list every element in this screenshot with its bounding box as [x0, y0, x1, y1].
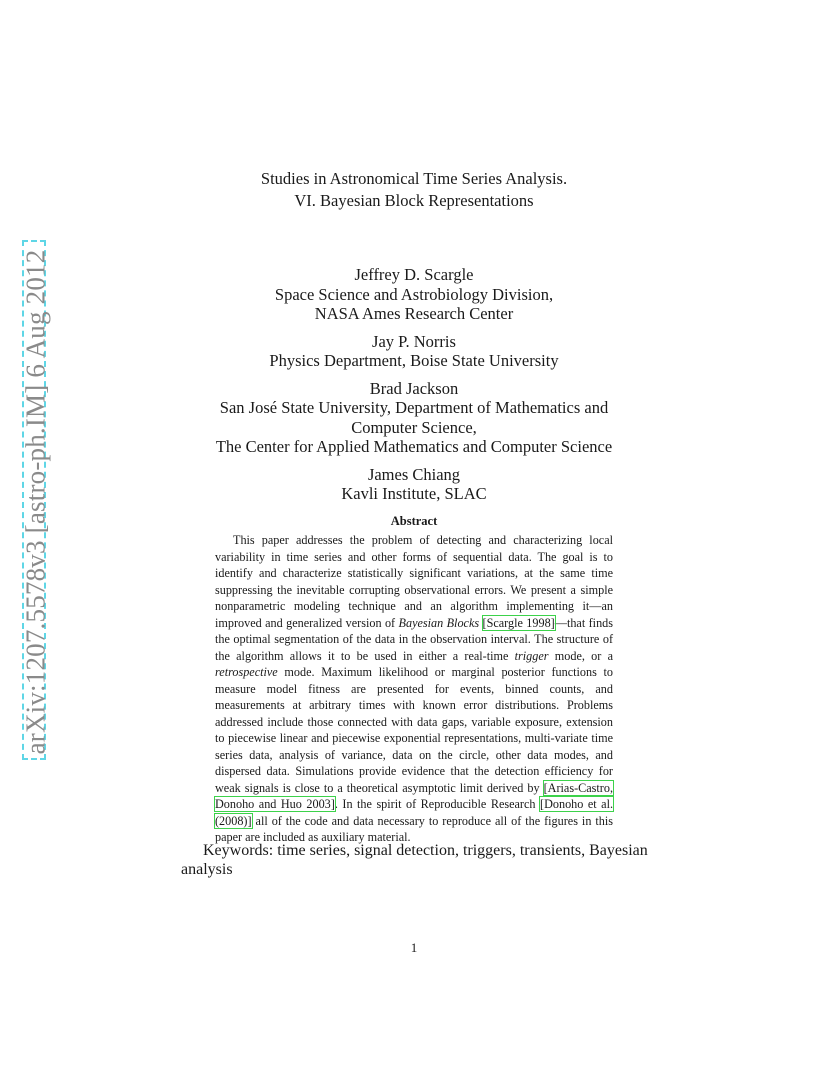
author-jackson	[0, 379, 828, 457]
citation-link-scargle-1998[interactable]: [Scargle 1998]	[482, 615, 555, 630]
abstract-segment: mode. Maximum likelihood or marginal posterior functions to measure model fitness are presented for events, binned counts, and measurements at arbitrary times with known error distributions. Problems addressed include those connected with data gaps, variable exposure, extension to piecewise linear and piecewise exponential representations, multi-variate time series data, analysis of variance, data on the circle, other data modes, and dispersed data. Simulations provide evidence that the detection efficiency for weak signals is close to a theoretical asymptotic limit derived by	[215, 665, 613, 795]
abstract-emphasis: retrospective	[215, 665, 278, 679]
author-scargle	[0, 265, 828, 324]
author-chiang	[0, 465, 828, 504]
author-name: James Chiang	[367, 464, 461, 484]
title-line-1: Studies in Astronomical Time Series Analysis.	[260, 169, 568, 188]
author-affiliation: Physics Department, Boise State University	[269, 351, 559, 370]
author-norris	[0, 332, 828, 371]
abstract-segment: . In the spirit of Reproducible Research	[334, 797, 541, 811]
author-name: Jay P. Norris	[372, 331, 456, 351]
author-affiliation: San José State University, Department of Mathematics and	[219, 398, 609, 417]
abstract-text	[215, 532, 613, 846]
abstract-segment: all of the code and data necessary to reproduce all of the figures in this paper are included as auxiliary material.	[215, 813, 613, 844]
citation-link-arias-castro-2003[interactable]: [Arias-Castro, Donoho and Huo 2003]	[215, 780, 613, 811]
page-number: 1	[410, 940, 418, 955]
abstract-segment: mode, or a	[548, 648, 613, 663]
abstract-heading: Abstract	[390, 514, 438, 528]
abstract-segment: This paper addresses the problem of detecting and characterizing local variability in time series and other forms of sequential data. The goal is to identify and characterize statistically significant variations, at the same time suppressing the inevitable corrupting observational errors. We present a simple nonparametric modeling technique and an algorithm implementing it—an improved and generalized version of	[215, 533, 613, 630]
author-name: Jeffrey D. Scargle	[354, 265, 474, 284]
abstract-emphasis: trigger	[514, 648, 549, 663]
title-line-2: VI. Bayesian Block Representations	[294, 191, 534, 210]
author-affiliation: Computer Science,	[351, 417, 477, 437]
abstract-segment: —that finds the optimal segmentation of the data in the observation interval. The structure of the algorithm allows it to be used in either a real-time	[215, 615, 613, 663]
author-affiliation: Space Science and Astrobiology Division,	[274, 284, 554, 304]
author-name: Brad Jackson	[369, 378, 459, 398]
paper-title	[0, 168, 828, 212]
keywords: Keywords: time series, signal detection, triggers, transients, Bayesian analysis	[181, 842, 648, 878]
arxiv-identifier: arXiv:1207.5578v3 [astro-ph.IM] 6 Aug 2012	[20, 249, 51, 755]
author-list	[0, 265, 828, 512]
citation-link-donoho-2008[interactable]: [Donoho et al. (2008)]	[215, 797, 614, 828]
author-affiliation: Kavli Institute, SLAC	[341, 484, 487, 503]
abstract-emphasis: Bayesian Blocks	[398, 615, 480, 630]
author-affiliation: NASA Ames Research Center	[314, 304, 514, 323]
author-affiliation: The Center for Applied Mathematics and Computer Science	[215, 437, 613, 456]
